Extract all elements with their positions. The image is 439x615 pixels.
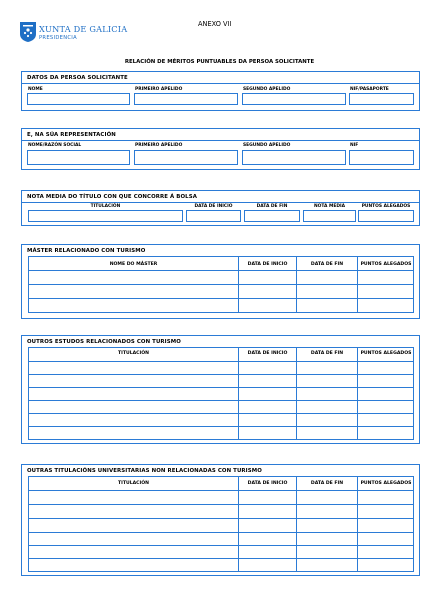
col-puntos-alegados: PUNTOS ALEGADOS (360, 351, 412, 356)
nota-media-field[interactable] (303, 210, 356, 222)
col-data-fin: DATA DE FIN (310, 351, 344, 356)
section-master (21, 244, 420, 319)
row-divider (29, 400, 413, 401)
nome-field[interactable] (27, 93, 130, 105)
row-divider (29, 413, 413, 414)
page-title: RELACIÓN DE MÉRITOS PUNTUABLES DA PERSOA SOLICITANTE (124, 59, 315, 65)
label-data-fin: DATA DE FIN (256, 204, 288, 209)
section-title: E, NA SÚA REPRESENTACIÓN (27, 132, 116, 138)
section-title: OUTROS ESTUDOS RELACIONADOS CON TURISMO (27, 339, 181, 345)
data-inicio-field[interactable] (186, 210, 241, 222)
section-title: NOTA MEDIA DO TÍTULO CON QUE CONCORRE Á BOLSA (27, 194, 197, 200)
divider (22, 83, 419, 84)
section-solicitante (21, 71, 420, 111)
nif-field[interactable] (349, 150, 414, 165)
label-titulacion: TITULACIÓN (90, 204, 121, 209)
row-divider (29, 426, 413, 427)
label-nif: NIF (350, 143, 359, 148)
label-primeiro-apelido: PRIMEIRO APELIDO (135, 87, 183, 92)
section-outras-titulacions (21, 464, 420, 576)
row-divider (29, 518, 413, 519)
label-segundo-apelido: SEGUNDO APELIDO (243, 143, 291, 148)
segundo-apelido-field[interactable] (242, 93, 346, 105)
logo-subtitle: PRESIDENCIA (39, 35, 77, 41)
puntos-alegados-field[interactable] (358, 210, 414, 222)
section-representacion (21, 128, 420, 170)
row-divider (29, 490, 413, 491)
col-puntos-alegados: PUNTOS ALEGADOS (360, 262, 412, 267)
row-divider (29, 298, 413, 299)
row-divider (29, 361, 413, 362)
col-data-inicio: DATA DE INICIO (247, 481, 288, 486)
label-nome-razon-social: NOME/RAZÓN SOCIAL (28, 143, 82, 148)
label-nota-media: NOTA MEDIA (313, 204, 346, 209)
col-data-fin: DATA DE FIN (310, 481, 344, 486)
col-data-fin: DATA DE FIN (310, 262, 344, 267)
col-data-inicio: DATA DE INICIO (247, 262, 288, 267)
primeiro-apelido-field[interactable] (134, 150, 238, 165)
logo-title: XUNTA DE GALICIA (39, 24, 128, 34)
row-divider (29, 545, 413, 546)
row-divider (29, 558, 413, 559)
xunta-logo (20, 21, 128, 43)
divider (22, 202, 419, 203)
col-nome-master: NOME DO MÁSTER (109, 262, 158, 267)
label-puntos-alegados: PUNTOS ALEGADOS (361, 204, 411, 209)
label-nome: NOME (28, 87, 43, 92)
label-nif-pasaporte: NIF/PASAPORTE (350, 87, 389, 92)
section-title: DATOS DA PERSOA SOLICITANTE (27, 75, 128, 81)
nome-razon-social-field[interactable] (27, 150, 130, 165)
master-table (28, 256, 414, 313)
annex-label: ANEXO VII (198, 20, 232, 28)
section-title: OUTRAS TITULACIÓNS UNIVERSITARIAS NON RELACIONADAS CON TURISMO (27, 468, 262, 474)
label-data-inicio: DATA DE INICIO (194, 204, 233, 209)
row-divider (29, 270, 413, 271)
label-segundo-apelido: SEGUNDO APELIDO (243, 87, 291, 92)
divider (22, 140, 419, 141)
col-titulacion: TITULACIÓN (117, 351, 150, 356)
section-nota-media (21, 190, 420, 226)
nif-pasaporte-field[interactable] (349, 93, 414, 105)
col-puntos-alegados: PUNTOS ALEGADOS (360, 481, 412, 486)
col-titulacion: TITULACIÓN (117, 481, 150, 486)
label-primeiro-apelido: PRIMEIRO APELIDO (135, 143, 183, 148)
segundo-apelido-field[interactable] (242, 150, 346, 165)
row-divider (29, 532, 413, 533)
outros-table (28, 347, 414, 440)
titulacion-field[interactable] (28, 210, 183, 222)
section-outros-estudos (21, 335, 420, 444)
data-fin-field[interactable] (244, 210, 300, 222)
col-divider (357, 477, 358, 571)
col-divider (238, 477, 239, 571)
row-divider (29, 387, 413, 388)
outras-table (28, 476, 414, 572)
row-divider (29, 374, 413, 375)
col-data-inicio: DATA DE INICIO (247, 351, 288, 356)
row-divider (29, 284, 413, 285)
col-divider (296, 477, 297, 571)
galicia-shield-icon (20, 22, 36, 42)
row-divider (29, 504, 413, 505)
primeiro-apelido-field[interactable] (134, 93, 238, 105)
section-title: MÁSTER RELACIONADO CON TURISMO (27, 248, 146, 254)
